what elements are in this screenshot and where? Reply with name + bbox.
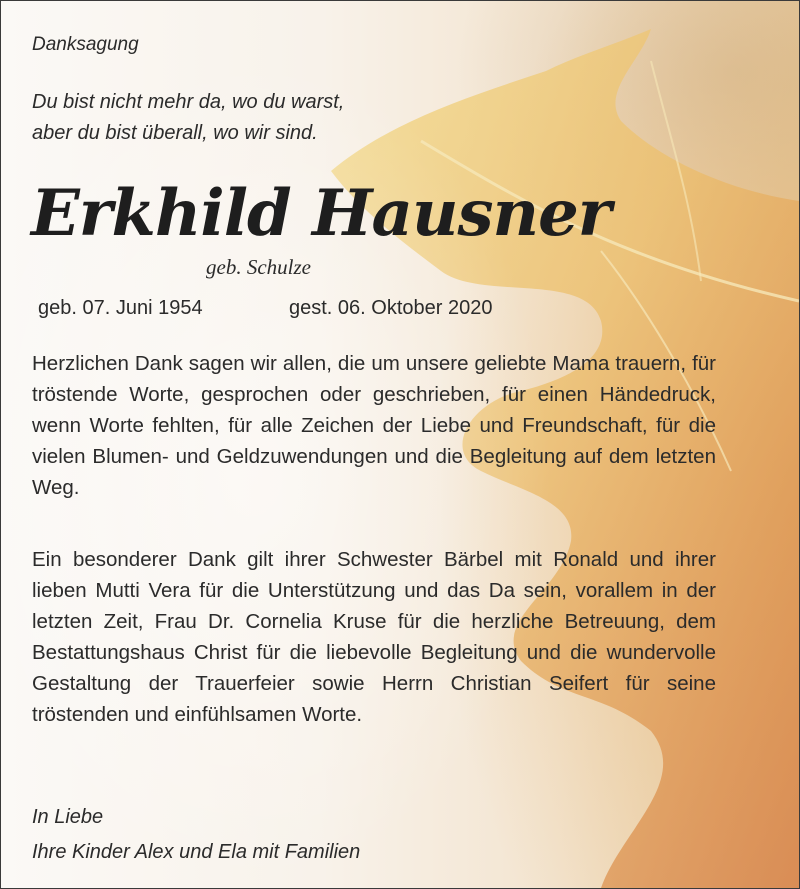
birth-date: geb. 07. Juni 1954 <box>38 297 203 319</box>
quote-line: Du bist nicht mehr da, wo du warst, <box>32 91 345 113</box>
signature: Ihre Kinder Alex und Ela mit Familien <box>32 841 361 863</box>
special-thanks-paragraph: Ein besonderer Dank gilt ihrer Schwester Bärbel mit Ronald und ihrer lieben Mutti Vera für die Unterstützung und das Da sein, vorallem in der letzten Zeit, Frau Dr. Cornelia Kruse für die herzliche Betreuung, dem Bestattungshaus Christ für die liebevolle Begleitung und die wundervolle Gestaltung der Trauerfeier sowie Herrn Christian Seifert für seine tröstenden und einfühlsamen Worte. <box>32 548 716 726</box>
thanks-paragraph: Herzlichen Dank sagen wir allen, die um unsere geliebte Mama trauern, für tröstende Worte, gesprochen oder geschrieben, für einen Händedruck, wenn Worte fehlten, für alle Zeichen der Liebe und Freundschaft, für die vielen Blumen- und Geldzuwendungen und die Begleitung auf dem letzten Weg. <box>32 352 716 499</box>
deceased-name: Erkhild Hausner <box>31 176 611 251</box>
death-date: gest. 06. Oktober 2020 <box>289 297 493 319</box>
closing: In Liebe <box>32 806 104 828</box>
heading: Danksagung <box>32 34 139 55</box>
maiden-name: geb. Schulze <box>206 255 311 279</box>
quote <box>32 87 344 149</box>
quote-line: aber du bist überall, wo wir sind. <box>32 122 318 144</box>
